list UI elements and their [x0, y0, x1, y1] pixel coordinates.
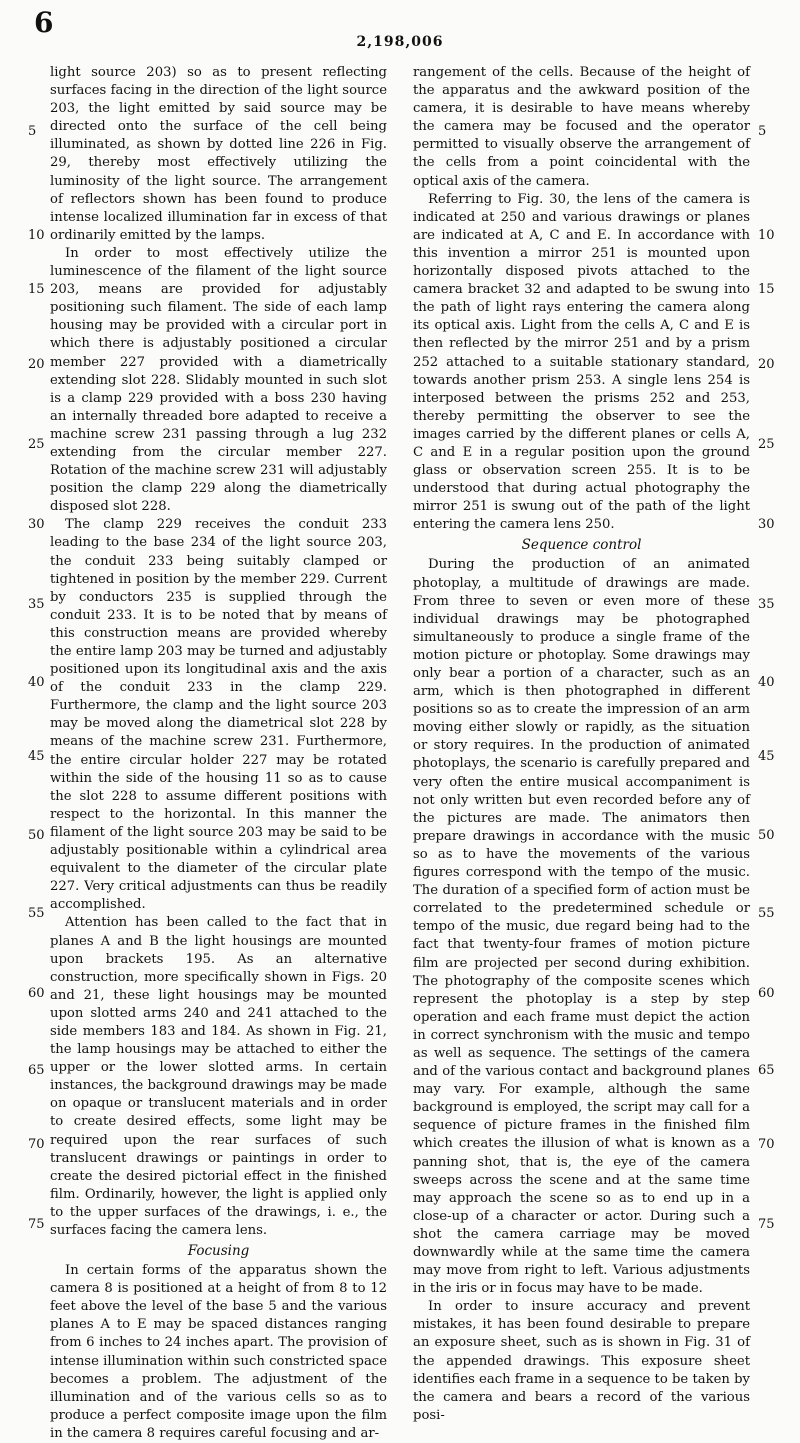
line-number: 20 [28, 357, 45, 372]
line-number: 70 [758, 1137, 775, 1152]
left-column [50, 64, 387, 1443]
section-heading: Sequence control [521, 537, 642, 554]
paragraph: rangement of the cells. Because of the height of the apparatus and the awkward position of the camera, it is desirable to have means whereby the camera may be focused and the operator permitted to visually observe the arrangement of the cells from a point coincidental with the optical axis of the camera. [413, 65, 750, 189]
paragraph: The clamp 229 receives the conduit 233 leading to the base 234 of the light source 203, the conduit 233 being suitably clamped or tightened in position by the member 229. Current by conductors 235 is supplied through the conduit 233. It is to be noted that by means of this construction means are provided whereby the entire lamp 203 may be turned and adjustably positioned upon its longitudinal axis and the axis of the conduit 233 in the clamp 229. Furthermore, the clamp and the light source 203 may be moved along the diametrical slot 228 by means of the machine screw 231. Furthermore, the entire circular holder 227 may be rotated within the side of the housing 11 so as to cause the slot 228 to assume different positions with respect to the horizontal. In this manner the filament of the light source 203 may be said to be adjustably positionable within a cylindrical area equivalent to the diameter of the circular plate 227. Very critical adjustments can thus be readily accomplished. [50, 517, 387, 913]
line-number: 10 [28, 228, 45, 243]
line-number: 10 [758, 228, 775, 243]
line-number: 50 [28, 828, 45, 843]
line-number: 65 [758, 1063, 775, 1078]
line-number: 55 [28, 906, 45, 921]
line-number: 55 [758, 906, 775, 921]
paragraph: Referring to Fig. 30, the lens of the camera is indicated at 250 and various drawings or planes are indicated at A, C and E. In accordance with this invention a mirror 251 is mounted upon horizontally disposed pivots attached to the camera bracket 32 and adapted to be swung into the path of light rays entering the camera along its optical axis. Light from the cells A, C and E is then reflected by the mirror 251 and by a prism 252 attached to a suitable stationary standard, towards another prism 253. A single lens 254 is interposed between the prisms 252 and 253, thereby permitting the observer to see the images carried by the different planes or cells A, C and E in a regular position upon the ground glass or observation screen 255. It is to be understood that during actual photography the mirror 251 is swung out of the path of the light entering the camera lens 250. [413, 191, 750, 533]
page-number: 6 [34, 6, 55, 39]
line-number: 20 [758, 357, 775, 372]
line-number: 35 [758, 597, 775, 612]
right-column [413, 64, 750, 1425]
paragraph: In order to insure accuracy and prevent mistakes, it has been found desirable to prepare an exposure sheet, such as is shown in Fig. 31 of the appended drawings. This exposure sheet identifies each frame in a sequence to be taken by the camera and bears a record of the various posi- [413, 1299, 750, 1423]
line-number: 35 [28, 597, 45, 612]
line-number: 45 [28, 749, 45, 764]
paragraph: Attention has been called to the fact that in planes A and B the light housings are mounted upon brackets 195. As an alternative construction, more specifically shown in Figs. 20 and 21, these light housings may be mounted upon slotted arms 240 and 241 attached to the side members 183 and 184. As shown in Fig. 21, the lamp housings may be attached to either the upper or the lower slotted arms. In certain instances, the background drawings may be made on opaque or translucent materials and in order to create desired effects, some light may be required upon the rear surfaces of such translucent drawings or paintings in order to create the desired pictorial effect in the finished film. Ordinarily, however, the light is applied only to the upper surfaces of the drawings, i. e., the surfaces facing the camera lens. [50, 915, 387, 1238]
line-number: 60 [28, 986, 45, 1001]
line-number: 15 [758, 282, 775, 297]
line-number: 60 [758, 986, 775, 1001]
paragraph: In certain forms of the apparatus shown the camera 8 is positioned at a height of from 8 to 12 feet above the level of the base 5 and the various planes A to E may be spaced distances ranging from 6 inches to 24 inches apart. The provision of intense illumination within such constricted space becomes a problem. The adjustment of the illumination and of the various cells so as to produce a perfect composite image upon the film in the camera 8 requires careful focusing and ar- [50, 1263, 387, 1441]
line-number: 25 [28, 437, 45, 452]
line-number: 40 [28, 675, 45, 690]
line-number: 5 [758, 124, 767, 139]
patent-number: 2,198,006 [356, 34, 444, 50]
line-number: 75 [28, 1217, 45, 1232]
line-number: 15 [28, 282, 45, 297]
line-number: 30 [28, 517, 45, 532]
line-number: 65 [28, 1063, 45, 1078]
line-number: 5 [28, 124, 37, 139]
paragraph: light source 203) so as to present reflecting surfaces facing in the direction of the light source 203, the light emitted by said source may be directed onto the surface of the cell being illuminated, as shown by dotted line 226 in Fig. 29, thereby most effectively utilizing the luminosity of the light source. The arrangement of reflectors shown has been found to produce intense localized illumination far in excess of that ordinarily emitted by the lamps. [50, 65, 387, 243]
section-heading: Focusing [187, 1243, 250, 1260]
line-number: 45 [758, 749, 775, 764]
paragraph: During the production of an animated photoplay, a multitude of drawings are made. From three to seven or even more of these individual drawings may be photographed simultaneously to produce a single frame of the motion picture or photoplay. Some drawings may only bear a portion of a character, such as an arm, which is then photographed in different positions so as to create the impression of an arm moving either slowly or rapidly, as the situation or story requires. In the production of animated photoplays, the scenario is carefully prepared and very often the entire musical accompaniment is not only written but even recorded before any of the pictures are made. The animators then prepare drawings in accordance with the music so as to have the movements of the various figures correspond with the tempo of the music. The duration of a specified form of action must be correlated to the predetermined schedule or tempo of the music, due regard being had to the fact that twenty-four frames of motion picture film are projected per second during exhibition. The photography of the composite scenes which represent the photoplay is a step by step operation and each frame must depict the action in correct synchronism with the music and tempo as well as sequence. The settings of the camera and of the various contact and background planes may vary. For example, although the same background is employed, the script may call for a sequence of picture frames in the finished film which creates the illusion of what is known as a panning shot, that is, the eye of the camera sweeps across the scene and at the same time may approach the scene so as to end up in a close-up of a character or actor. During such a shot the camera carriage may be moved downwardly while at the same time the camera may move from right to left. Various adjustments in the iris or in focus may have to be made. [413, 557, 750, 1297]
line-number: 70 [28, 1137, 45, 1152]
line-number: 25 [758, 437, 775, 452]
line-number: 40 [758, 675, 775, 690]
line-number: 50 [758, 828, 775, 843]
line-number: 75 [758, 1217, 775, 1232]
line-number: 30 [758, 517, 775, 532]
paragraph: In order to most effectively utilize the luminescence of the filament of the light source 203, means are provided for adjustably positioning such filament. The side of each lamp housing may be provided with a circular port in which there is adjustably positioned a circular member 227 provided with a diametrically extending slot 228. Slidably mounted in such slot is a clamp 229 provided with a boss 230 having an internally threaded bore adapted to receive a machine screw 231 passing through a lug 232 extending from the circular member 227. Rotation of the machine screw 231 will adjustably position the clamp 229 along the diametrically disposed slot 228. [50, 245, 387, 515]
